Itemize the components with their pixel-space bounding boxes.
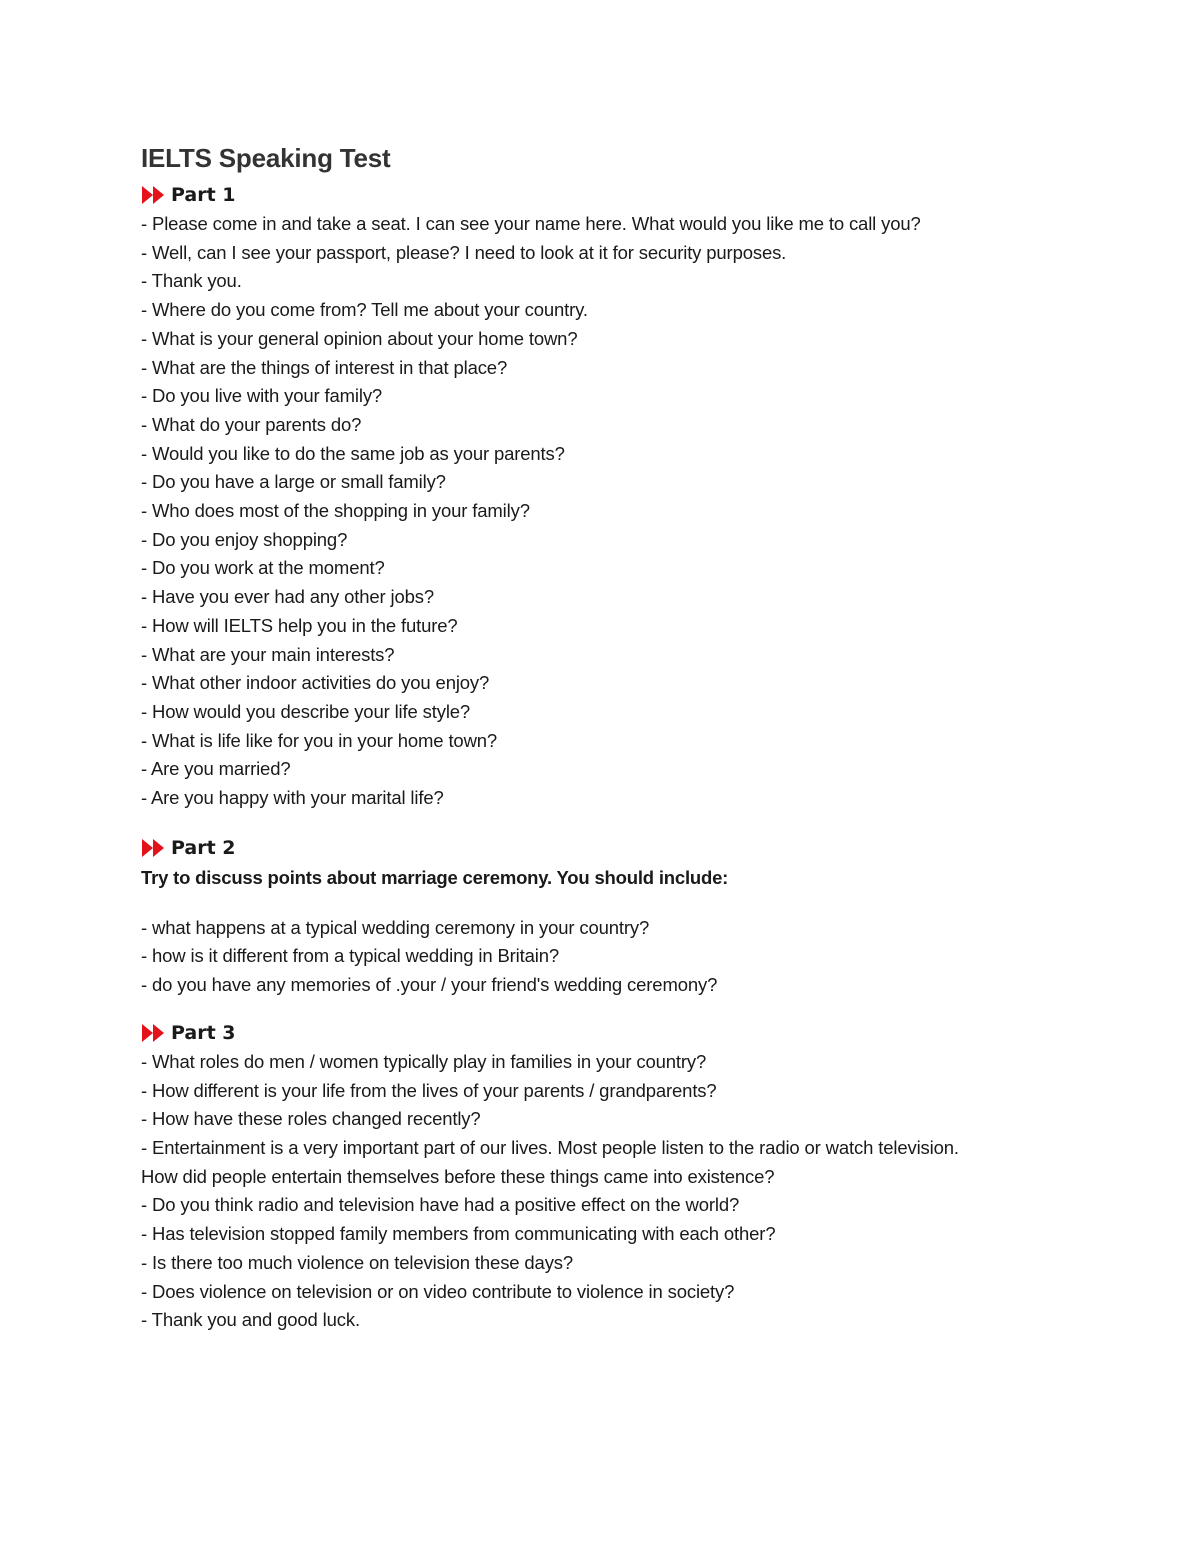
document-page	[141, 138, 1141, 1335]
question-list	[141, 210, 1141, 813]
list-item: - Has television stopped family members from communicating with each other?	[141, 1223, 776, 1245]
list-item: - How have these roles changed recently?	[141, 1108, 481, 1130]
list-item: - Do you have a large or small family?	[141, 471, 446, 493]
question-list	[141, 1048, 1141, 1335]
list-item: - Thank you and good luck.	[141, 1309, 360, 1331]
list-item: - How different is your life from the lives of your parents / grandparents?	[141, 1079, 717, 1101]
list-item: - Where do you come from? Tell me about your country.	[141, 299, 588, 321]
list-item: - What are the things of interest in that place?	[141, 356, 508, 378]
question-list	[141, 914, 1141, 1000]
list-item: - Do you live with your family?	[141, 385, 383, 407]
list-item: - Is there too much violence on television these days?	[141, 1251, 574, 1273]
part-heading	[141, 833, 1141, 863]
list-item: - Do you work at the moment?	[141, 557, 385, 579]
part-heading	[141, 180, 1141, 210]
list-item: - Does violence on television or on video contribute to violence in society?	[141, 1280, 735, 1302]
list-item: - Are you married?	[141, 758, 291, 780]
section-part-1	[141, 180, 1141, 813]
part-heading	[141, 1018, 1141, 1048]
list-item: - What are your main interests?	[141, 643, 395, 665]
list-item: - How will IELTS help you in the future?	[141, 614, 458, 636]
list-item: - What is your general opinion about your home town?	[141, 327, 578, 349]
part-instruction: Try to discuss points about marriage ceremony. You should include:	[141, 866, 729, 888]
part-label: Part 3	[171, 1021, 236, 1044]
list-item: - Would you like to do the same job as your parents?	[141, 442, 565, 464]
page-title: IELTS Speaking Test	[141, 143, 391, 173]
list-item: - Are you happy with your marital life?	[141, 787, 444, 809]
list-item: - Who does most of the shopping in your family?	[141, 500, 530, 522]
double-arrow-right-icon	[141, 1023, 165, 1043]
double-arrow-right-icon	[141, 838, 165, 858]
list-item: - do you have any memories of .your / your friend's wedding ceremony?	[141, 974, 718, 996]
list-item: - Thank you.	[141, 270, 242, 292]
list-item: - Do you enjoy shopping?	[141, 528, 348, 550]
list-item: - Entertainment is a very important part of our lives. Most people listen to the radio or watch television.	[141, 1136, 959, 1158]
part-label: Part 2	[171, 836, 236, 859]
list-item: - Please come in and take a seat. I can see your name here. What would you like me to call you?	[141, 213, 921, 234]
list-item: - what happens at a typical wedding ceremony in your country?	[141, 916, 650, 938]
part-label: Part 1	[171, 184, 236, 206]
list-item: - What is life like for you in your home town?	[141, 729, 498, 751]
list-item: - How would you describe your life style?	[141, 700, 471, 722]
list-item: - Do you think radio and television have had a positive effect on the world?	[141, 1194, 740, 1216]
list-item: - What other indoor activities do you enjoy?	[141, 672, 490, 694]
section-part-3	[141, 1018, 1141, 1335]
double-arrow-right-icon	[141, 185, 165, 205]
section-part-2	[141, 833, 1141, 1000]
list-item: - What do your parents do?	[141, 413, 362, 435]
list-item: - Have you ever had any other jobs?	[141, 586, 434, 608]
list-item: - What roles do men / women typically play in families in your country?	[141, 1050, 707, 1072]
list-item: How did people entertain themselves before these things came into existence?	[141, 1165, 775, 1187]
list-item: - how is it different from a typical wedding in Britain?	[141, 945, 559, 967]
list-item: - Well, can I see your passport, please? I need to look at it for security purposes.	[141, 241, 787, 263]
